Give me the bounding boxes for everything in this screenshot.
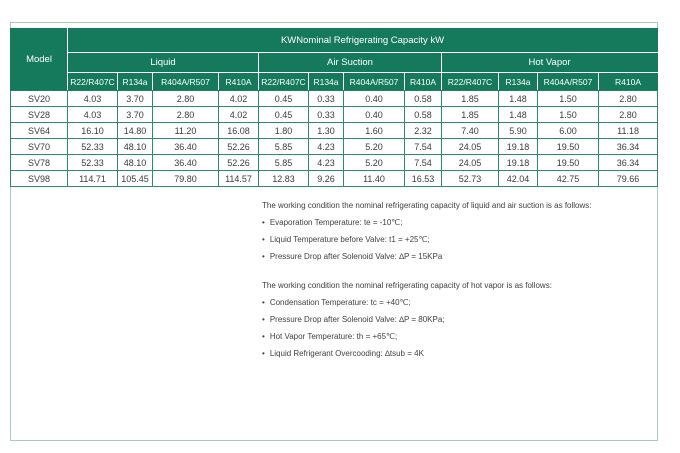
capacity-cell: 42.04: [499, 171, 538, 187]
refrigerant-header: R134a: [118, 73, 153, 91]
capacity-cell: 52.26: [219, 139, 259, 155]
capacity-cell: 36.34: [599, 155, 658, 171]
capacity-cell: 4.03: [68, 91, 118, 107]
capacity-cell: 3.70: [118, 107, 153, 123]
model-cell: SV20: [11, 91, 68, 107]
capacity-cell: 24.05: [442, 139, 499, 155]
capacity-cell: 5.20: [344, 155, 405, 171]
capacity-cell: 1.85: [442, 107, 499, 123]
capacity-cell: 52.73: [442, 171, 499, 187]
capacity-cell: 12.83: [259, 171, 309, 187]
table-row: [11, 91, 658, 107]
capacity-cell: 1.50: [538, 91, 599, 107]
capacity-cell: 7.54: [405, 155, 442, 171]
capacity-cell: 19.50: [538, 155, 599, 171]
capacity-cell: 3.70: [118, 91, 153, 107]
table-row: [11, 171, 658, 187]
group-header-hot-vapor: Hot Vapor: [442, 53, 658, 73]
capacity-cell: 0.40: [344, 107, 405, 123]
capacity-cell: 19.18: [499, 155, 538, 171]
capacity-cell: 52.33: [68, 155, 118, 171]
capacity-cell: 24.05: [442, 155, 499, 171]
note-bullet: • Pressure Drop after Solenoid Valve: ∆P = 80KPa;: [262, 311, 662, 328]
capacity-cell: 19.50: [538, 139, 599, 155]
capacity-cell: 48.10: [118, 139, 153, 155]
capacity-cell: 36.40: [153, 139, 219, 155]
note-title-hot-vapor: The working condition the nominal refrigerating capacity of hot vapor is as follows:: [262, 281, 552, 290]
note-list-hot-vapor: [262, 294, 662, 362]
capacity-cell: 11.20: [153, 123, 219, 139]
capacity-cell: 16.53: [405, 171, 442, 187]
refrigerant-header: R410A: [405, 73, 442, 91]
capacity-cell: 52.33: [68, 139, 118, 155]
group-header-liquid: Liquid: [68, 53, 259, 73]
capacity-cell: 79.66: [599, 171, 658, 187]
capacity-cell: 52.26: [219, 155, 259, 171]
capacity-cell: 5.20: [344, 139, 405, 155]
working-condition-notes: [262, 197, 662, 362]
capacity-cell: 1.60: [344, 123, 405, 139]
capacity-cell: 4.02: [219, 107, 259, 123]
capacity-cell: 5.85: [259, 155, 309, 171]
capacity-cell: 114.57: [219, 171, 259, 187]
note-bullet: • Evaporation Temperature: te = -10℃;: [262, 214, 662, 231]
capacity-cell: 5.90: [499, 123, 538, 139]
capacity-cell: 4.23: [309, 155, 344, 171]
capacity-cell: 2.80: [153, 91, 219, 107]
group-header-row: [11, 53, 658, 73]
capacity-cell: 16.10: [68, 123, 118, 139]
capacity-cell: 7.54: [405, 139, 442, 155]
capacity-cell: 0.58: [405, 91, 442, 107]
refrigerant-header: R404A/R507: [153, 73, 219, 91]
capacity-cell: 0.58: [405, 107, 442, 123]
capacity-cell: 11.18: [599, 123, 658, 139]
capacity-cell: 2.80: [599, 91, 658, 107]
refrigerant-header: R22/R407C: [442, 73, 499, 91]
note-bullet: • Pressure Drop after Solenoid Valve: ∆P = 15KPa: [262, 248, 662, 265]
capacity-cell: 0.45: [259, 91, 309, 107]
note-title-liquid-air: The working condition the nominal refrigerating capacity of liquid and air suction is as follows:: [262, 201, 592, 210]
model-cell: SV28: [11, 107, 68, 123]
capacity-cell: 0.33: [309, 91, 344, 107]
model-cell: SV64: [11, 123, 68, 139]
capacity-cell: 4.03: [68, 107, 118, 123]
capacity-cell: 11.40: [344, 171, 405, 187]
capacity-cell: 2.80: [153, 107, 219, 123]
capacity-cell: 14.80: [118, 123, 153, 139]
refrigerant-header: R404A/R507: [538, 73, 599, 91]
capacity-cell: 105.45: [118, 171, 153, 187]
capacity-cell: 2.32: [405, 123, 442, 139]
capacity-cell: 1.30: [309, 123, 344, 139]
model-cell: SV78: [11, 155, 68, 171]
capacity-cell: 1.50: [538, 107, 599, 123]
refrigerating-capacity-table: [10, 28, 658, 187]
capacity-cell: 7.40: [442, 123, 499, 139]
note-bullet: • Hot Vapor Temperature: th = +65℃;: [262, 328, 662, 345]
refrigerant-header: R22/R407C: [68, 73, 118, 91]
capacity-cell: 9.26: [309, 171, 344, 187]
capacity-cell: 36.34: [599, 139, 658, 155]
refrigerant-header: R410A: [599, 73, 658, 91]
capacity-cell: 1.48: [499, 91, 538, 107]
table-row: [11, 107, 658, 123]
capacity-cell: 6.00: [538, 123, 599, 139]
refrigerant-header: R134a: [499, 73, 538, 91]
note-bullet: • Liquid Refrigerant Overcooding: ∆tsub = 4K: [262, 345, 662, 362]
refrigerant-header-row: [11, 73, 658, 91]
model-cell: SV70: [11, 139, 68, 155]
group-header-air-suction: Air Suction: [259, 53, 442, 73]
capacity-cell: 16.08: [219, 123, 259, 139]
capacity-cell: 1.80: [259, 123, 309, 139]
refrigerant-header: R22/R407C: [259, 73, 309, 91]
refrigerant-header: R410A: [219, 73, 259, 91]
capacity-cell: 2.80: [599, 107, 658, 123]
capacity-cell: 114.71: [68, 171, 118, 187]
table-title-row: [11, 29, 658, 53]
capacity-cell: 1.85: [442, 91, 499, 107]
note-bullet: • Liquid Temperature before Valve: t1 = +25℃;: [262, 231, 662, 248]
capacity-cell: 0.33: [309, 107, 344, 123]
capacity-cell: 4.23: [309, 139, 344, 155]
refrigerant-header: R404A/R507: [344, 73, 405, 91]
model-header: Model: [11, 29, 68, 91]
capacity-cell: 79.80: [153, 171, 219, 187]
note-list-liquid-air: [262, 214, 662, 265]
table-row: [11, 139, 658, 155]
table-title: KWNominal Refrigerating Capacity kW: [68, 29, 658, 53]
refrigerant-header: R134a: [309, 73, 344, 91]
model-cell: SV98: [11, 171, 68, 187]
capacity-cell: 36.40: [153, 155, 219, 171]
table-row: [11, 155, 658, 171]
capacity-cell: 48.10: [118, 155, 153, 171]
capacity-cell: 19.18: [499, 139, 538, 155]
capacity-cell: 0.45: [259, 107, 309, 123]
capacity-cell: 1.48: [499, 107, 538, 123]
capacity-cell: 0.40: [344, 91, 405, 107]
capacity-cell: 4.02: [219, 91, 259, 107]
note-bullet: • Condensation Temperature: tc = +40℃;: [262, 294, 662, 311]
table-row: [11, 123, 658, 139]
capacity-cell: 42.75: [538, 171, 599, 187]
capacity-cell: 5.85: [259, 139, 309, 155]
